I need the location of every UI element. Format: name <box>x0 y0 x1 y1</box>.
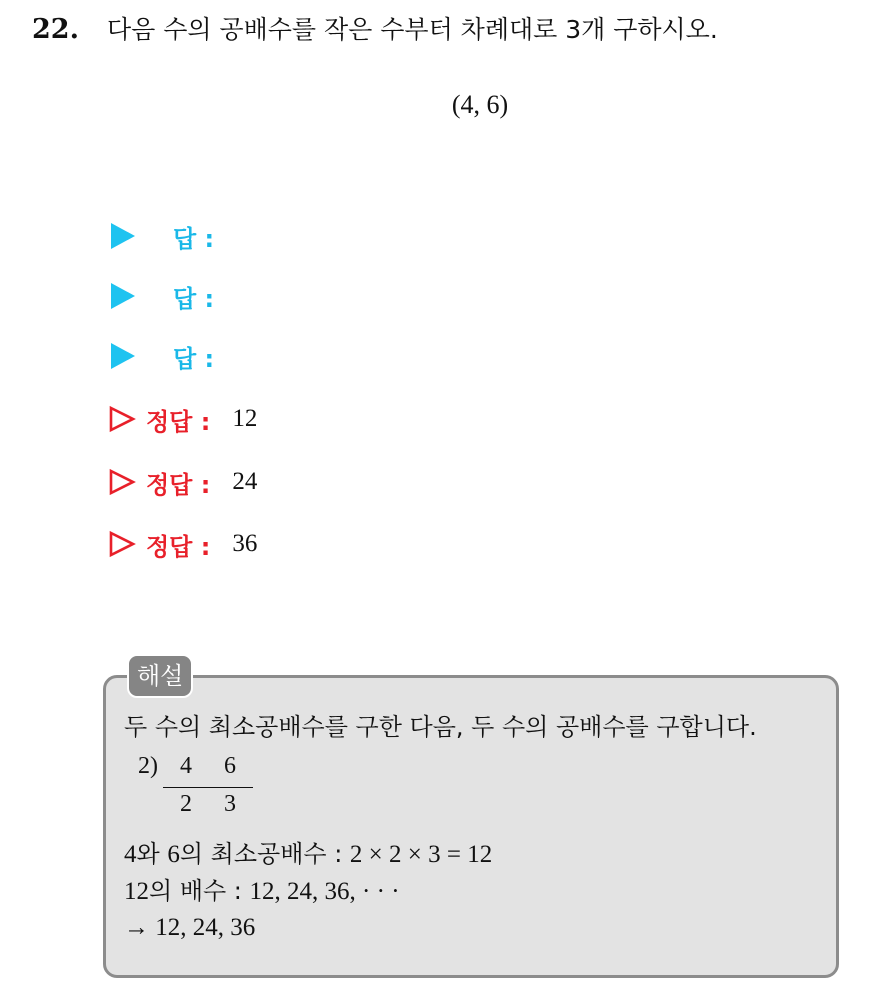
correct-answer-value: 24 <box>232 468 258 495</box>
answer-blank-3[interactable] <box>108 339 214 373</box>
answer-label: 답 : <box>173 284 215 313</box>
correct-answer-label: 정답 : <box>146 532 211 561</box>
lcm-label: 의 최소공배수 : <box>179 840 343 868</box>
question-number: 22. <box>32 14 79 45</box>
divisor: 2) <box>138 753 158 779</box>
quotient-left: 2 <box>180 791 192 817</box>
explanation-tag: 해설 <box>127 654 193 698</box>
quotient-right: 3 <box>224 791 236 817</box>
given-numbers: (4, 6) <box>451 90 509 119</box>
answer-blank-1[interactable] <box>108 219 214 253</box>
result-line: → 12, 24, 36 <box>124 914 256 941</box>
division-ladder <box>138 753 268 823</box>
play-arrow-icon <box>111 343 135 369</box>
multiples-base: 12 <box>124 878 149 905</box>
question-text: 다음 수의 공배수를 작은 수부터 차례대로 3개 구하시오. <box>106 15 718 44</box>
explanation-intro: 두 수의 최소공배수를 구한 다음, 두 수의 공배수를 구합니다. <box>124 713 757 741</box>
correct-answer-2 <box>108 465 257 499</box>
outline-arrow-icon <box>108 468 136 496</box>
play-arrow-icon <box>111 283 135 309</box>
outline-arrow-icon <box>108 530 136 558</box>
lcm-line <box>124 838 492 871</box>
lcm-conjunction: 와 <box>136 840 160 868</box>
answer-label: 답 : <box>173 344 215 373</box>
lcm-expression: 2 × 2 × 3 = 12 <box>349 841 493 868</box>
question <box>32 12 718 48</box>
correct-answer-label: 정답 : <box>146 407 211 436</box>
lcm-number-a: 4 <box>124 841 137 868</box>
dividend-left: 4 <box>180 753 192 779</box>
division-line <box>163 787 253 788</box>
dividend-right: 6 <box>224 753 236 779</box>
correct-answer-3 <box>108 527 257 561</box>
correct-answer-value: 12 <box>232 405 258 432</box>
multiples-label: 의 배수 : <box>149 877 242 905</box>
play-arrow-icon <box>111 223 135 249</box>
multiples-line <box>124 875 400 908</box>
answer-blank-2[interactable] <box>108 279 214 313</box>
correct-answer-label: 정답 : <box>146 470 211 499</box>
outline-arrow-icon <box>108 405 136 433</box>
correct-answer-1 <box>108 402 257 436</box>
lcm-number-b: 6 <box>167 841 180 868</box>
multiples-list: 12, 24, 36, · · · <box>249 878 400 905</box>
answer-label: 답 : <box>173 224 215 253</box>
correct-answer-value: 36 <box>232 530 258 557</box>
